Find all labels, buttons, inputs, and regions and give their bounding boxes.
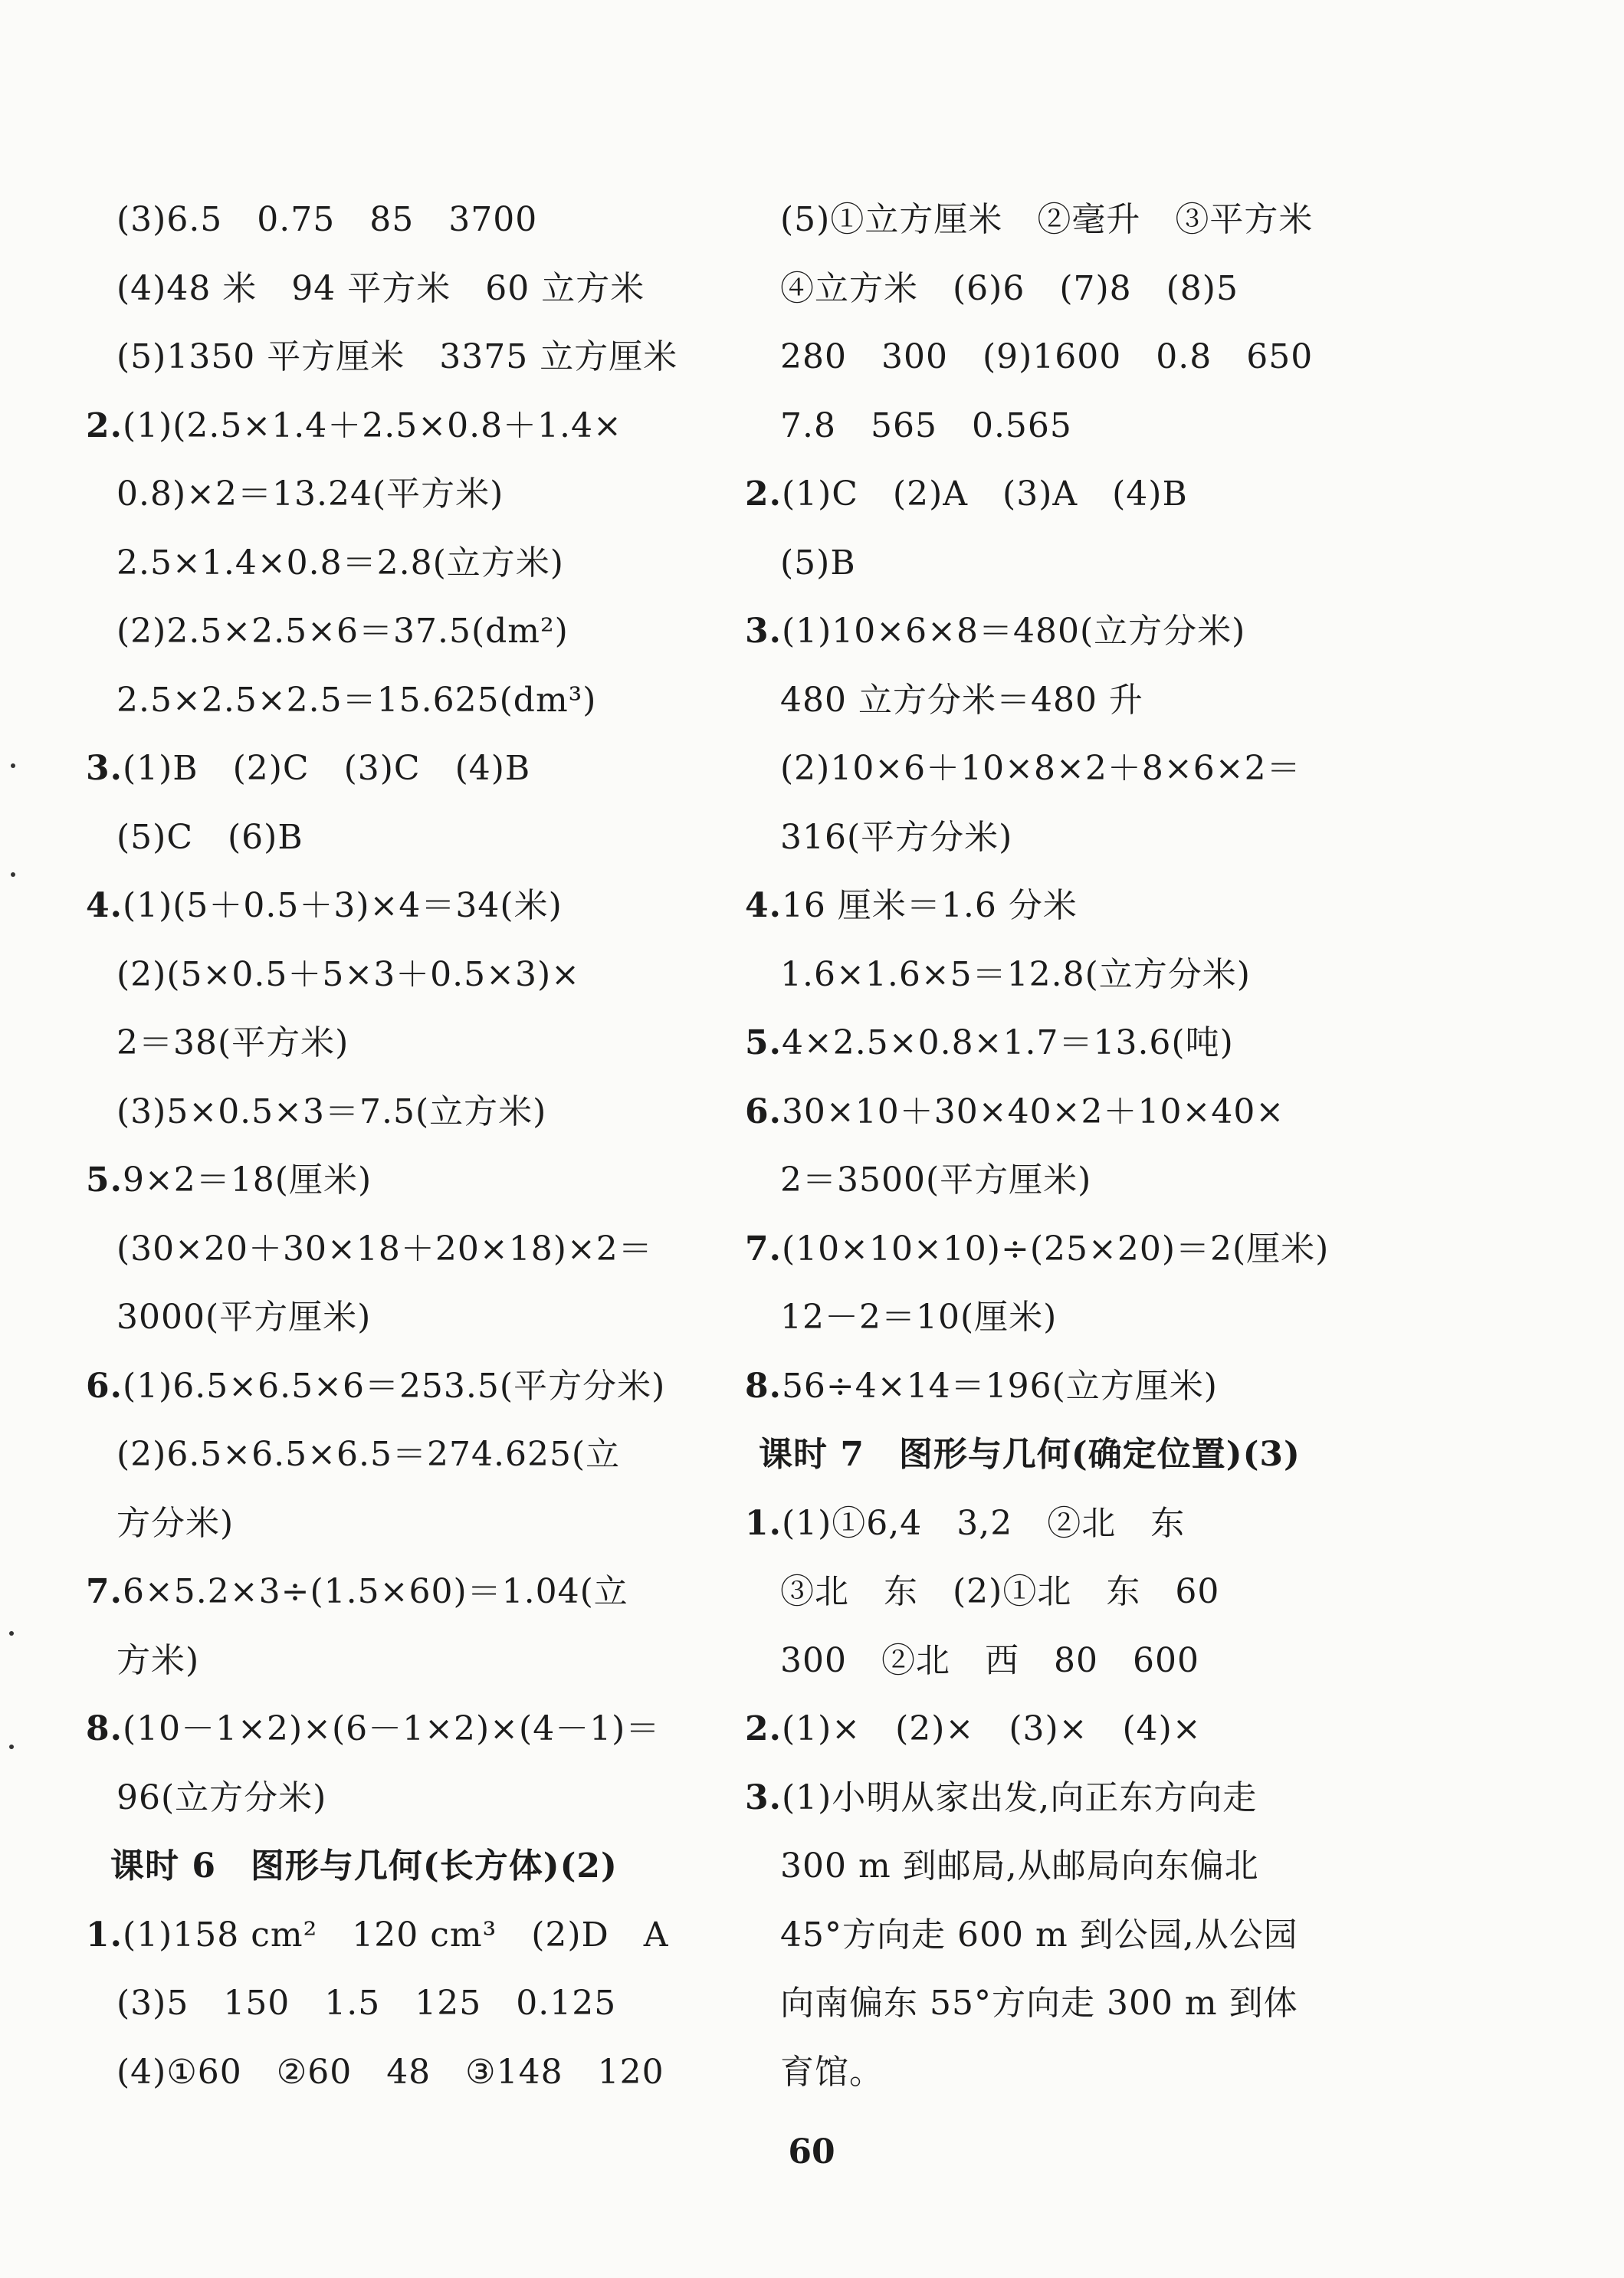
answer-line: 育馆。 [780,2052,884,2092]
question-line [745,1089,1284,1135]
answer-text: 16 厘米＝1.6 分米 [781,886,1078,925]
question-line [86,1706,660,1752]
question-line [745,1226,1329,1272]
answer-line: (3)5 150 1.5 125 0.125 [116,1984,617,2023]
answer-line: (5)B [780,543,856,583]
question-line [86,403,622,449]
question-line [86,1569,628,1615]
answer-text: 4×2.5×0.8×1.7＝13.6(吨) [781,1023,1234,1062]
answer-line: (3)5×0.5×3＝7.5(立方米) [116,1091,547,1131]
question-line [745,883,1078,929]
answer-text: (10－1×2)×(6－1×2)×(4－1)＝ [122,1709,661,1748]
answer-line: 方米) [116,1640,200,1680]
answer-line: 2＝38(平方米) [116,1023,349,1062]
margin-mark [11,872,15,877]
question-line [745,471,1188,517]
right-answer-column [736,0,1624,2223]
question-line [86,746,530,792]
question-number: 5. [86,1160,123,1200]
answer-line: 向南偏东 55°方向走 300 m 到体 [780,1984,1298,2023]
question-number: 4. [86,886,123,925]
answer-line: 480 立方分米＝480 升 [780,680,1143,720]
question-number: 2. [745,474,782,514]
answer-text: (10×10×10)÷(25×20)＝2(厘米) [781,1229,1330,1269]
answer-line: 0.8)×2＝13.24(平方米) [116,474,504,514]
answer-text: 9×2＝18(厘米) [122,1160,372,1200]
margin-mark [11,763,15,768]
answer-text: (1)10×6×8＝480(立方分米) [781,612,1246,651]
question-line [86,1912,669,1958]
answer-line: 96(立方分米) [116,1777,327,1817]
answer-line: 2.5×1.4×0.8＝2.8(立方米) [116,543,564,583]
answer-text: (1)B (2)C (3)C (4)B [122,749,531,788]
answer-line: 7.8 565 0.565 [780,405,1072,445]
answer-text: (1)C (2)A (3)A (4)B [781,474,1188,514]
answer-line: 12－2＝10(厘米) [780,1298,1058,1337]
answer-line: 3000(平方厘米) [116,1298,372,1337]
question-line [745,1020,1234,1066]
left-answer-column [0,0,736,2223]
answer-line: (5)C (6)B [116,817,303,857]
answer-text: (1)× (2)× (3)× (4)× [781,1709,1202,1748]
answer-line: (3)6.5 0.75 85 3700 [116,200,538,239]
section-heading: 课时 6 图形与几何(长方体)(2) [110,1846,618,1886]
question-line [86,1157,372,1203]
answer-line: 300 m 到邮局,从邮局向东偏北 [780,1846,1259,1886]
question-number: 2. [86,405,123,445]
question-number: 3. [745,612,782,651]
answer-line: 316(平方分米) [780,817,1013,857]
question-line [86,883,563,929]
question-line [86,1364,665,1410]
question-number: 7. [745,1229,782,1269]
answer-text: 30×10＋30×40×2＋10×40× [781,1091,1285,1131]
section-heading: 课时 7 图形与几何(确定位置)(3) [759,1435,1301,1474]
question-number: 5. [745,1023,782,1062]
answer-text: (1)(2.5×1.4＋2.5×0.8＋1.4× [122,405,622,445]
answer-line: 300 ②北 西 80 600 [780,1640,1199,1680]
question-number: 2. [745,1709,782,1748]
question-number: 1. [745,1503,782,1543]
question-number: 3. [745,1777,782,1817]
question-number: 7. [86,1572,123,1611]
question-line [745,1364,1218,1410]
page-number: 60 [788,2132,835,2171]
answer-line: (2)(5×0.5＋5×3＋0.5×3)× [116,954,581,994]
answer-line: (2)6.5×6.5×6.5＝274.625(立 [116,1435,621,1474]
answer-line: (4)①60 ②60 48 ③148 120 [116,2052,664,2092]
answer-line: (2)2.5×2.5×6＝37.5(dm²) [116,612,569,651]
answer-line: ④立方米 (6)6 (7)8 (8)5 [780,268,1239,308]
question-line [745,1501,1185,1547]
question-number: 6. [745,1091,782,1131]
answer-text: (1)①6,4 3,2 ②北 东 [781,1503,1186,1543]
answer-line: (5)1350 平方厘米 3375 立方厘米 [116,337,678,376]
answer-text: 6×5.2×3÷(1.5×60)＝1.04(立 [122,1572,628,1611]
answer-line: 1.6×1.6×5＝12.8(立方分米) [780,954,1251,994]
margin-mark [9,1631,14,1636]
question-number: 8. [86,1709,123,1748]
answer-line: 方分米) [116,1503,235,1543]
answer-line: (5)①立方厘米 ②毫升 ③平方米 [780,200,1314,239]
answer-line: 280 300 (9)1600 0.8 650 [780,337,1314,376]
answer-text: (1)小明从家出发,向正东方向走 [781,1777,1258,1817]
answer-line: 2＝3500(平方厘米) [780,1160,1092,1200]
answer-text: (1)158 cm² 120 cm³ (2)D A [122,1915,669,1955]
answer-text: (1)6.5×6.5×6＝253.5(平方分米) [122,1366,666,1406]
question-line [745,1775,1257,1821]
margin-mark [9,1745,14,1749]
question-line [745,1706,1202,1752]
question-line [745,609,1245,655]
question-number: 4. [745,886,782,925]
answer-text: 56÷4×14＝196(立方厘米) [781,1366,1218,1406]
question-number: 3. [86,749,123,788]
question-number: 6. [86,1366,123,1406]
answer-line: (2)10×6＋10×8×2＋8×6×2＝ [780,749,1301,788]
answer-line: (30×20＋30×18＋20×18)×2＝ [116,1229,653,1269]
answer-line: 45°方向走 600 m 到公园,从公园 [780,1915,1298,1955]
answer-text: (1)(5＋0.5＋3)×4＝34(米) [122,886,563,925]
question-number: 8. [745,1366,782,1406]
question-number: 1. [86,1915,123,1955]
answer-line: 2.5×2.5×2.5＝15.625(dm³) [116,680,597,720]
answer-line: ③北 东 (2)①北 东 60 [780,1572,1220,1611]
answer-line: (4)48 米 94 平方米 60 立方米 [116,268,645,308]
